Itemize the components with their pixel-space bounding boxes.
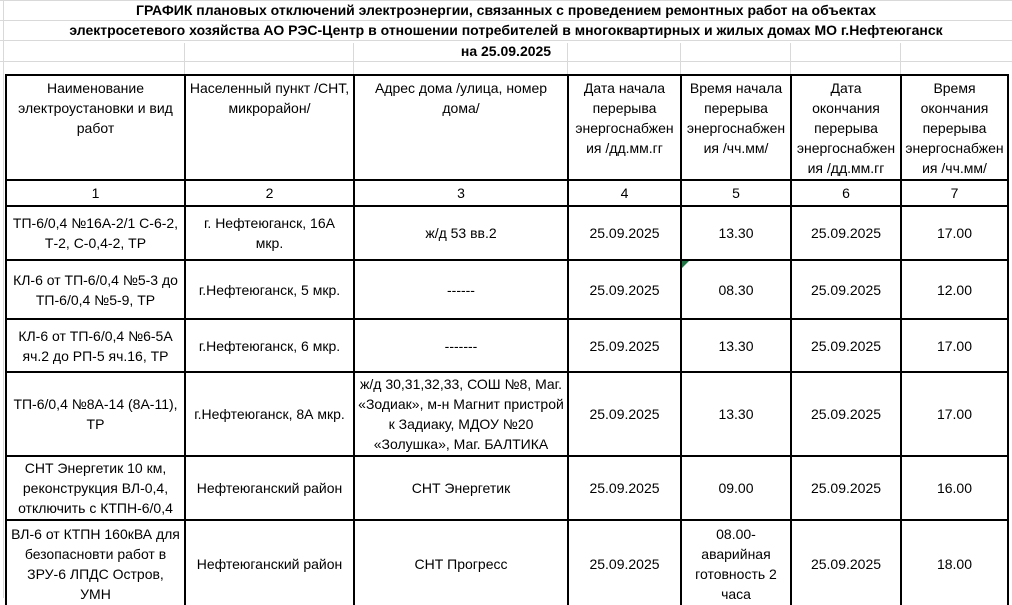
- title-row-3[interactable]: [0, 41, 1012, 62]
- table-row: [6, 520, 1008, 605]
- cell-address[interactable]: ж/д 53 вв.2: [354, 206, 568, 260]
- cell-settlement[interactable]: г.Нефтеюганск, 8А мкр.: [185, 372, 354, 456]
- column-number-cell[interactable]: 1: [6, 180, 185, 206]
- column-header-end-time[interactable]: Время окончания перерыва энергоснабжения /чч.мм/: [901, 75, 1008, 180]
- column-number-cell[interactable]: 6: [791, 180, 901, 206]
- cell-start-date[interactable]: 25.09.2025: [568, 260, 681, 319]
- title-line-3: на 25.09.2025: [460, 42, 552, 59]
- cell-installation[interactable]: ТП-6/0,4 №16А-2/1 С-6-2, Т-2, С-0,4-2, ТР: [6, 206, 185, 260]
- cell-start-date[interactable]: 25.09.2025: [568, 372, 681, 456]
- cell-end-time[interactable]: 16.00: [901, 456, 1008, 520]
- column-header-settlement[interactable]: Населенный пункт /СНТ, микрорайон/: [185, 75, 354, 180]
- cell-end-date[interactable]: 25.09.2025: [791, 260, 901, 319]
- cell-start-date[interactable]: 25.09.2025: [568, 520, 681, 605]
- cell-end-time[interactable]: 17.00: [901, 206, 1008, 260]
- cell-address[interactable]: СНТ Энергетик: [354, 456, 568, 520]
- gridline: [353, 43, 354, 74]
- cell-installation[interactable]: ВЛ-6 от КТПН 160кВА для безопасновти работ в ЗРУ-6 ЛПДС Остров, УМН: [6, 520, 185, 605]
- title-line-1: ГРАФИК плановых отключений электроэнергии, связанных с проведением ремонтных работ на объектах: [136, 2, 876, 18]
- cell-installation[interactable]: КЛ-6 от ТП-6/0,4 №6-5А яч.2 до РП-5 яч.16, ТР: [6, 319, 185, 372]
- cell-installation[interactable]: СНТ Энергетик 10 км, реконструкция ВЛ-0,4, отключить с КТПН-6/0,4: [6, 456, 185, 520]
- column-header-address[interactable]: Адрес дома /улица, номер дома/: [354, 75, 568, 180]
- cell-end-time[interactable]: 12.00: [901, 260, 1008, 319]
- cell-installation[interactable]: ТП-6/0,4 №8А-14 (8А-11), ТР: [6, 372, 185, 456]
- cell-installation[interactable]: КЛ-6 от ТП-6/0,4 №5-3 до ТП-6/0,4 №5-9, ТР: [6, 260, 185, 319]
- cell-start-time[interactable]: 13.30: [681, 372, 791, 456]
- cell-start-date[interactable]: 25.09.2025: [568, 319, 681, 372]
- cell-start-date[interactable]: 25.09.2025: [568, 456, 681, 520]
- cell-end-date[interactable]: 25.09.2025: [791, 520, 901, 605]
- column-number-cell[interactable]: 4: [568, 180, 681, 206]
- title-row-1[interactable]: [0, 1, 1012, 21]
- gridline: [567, 43, 568, 74]
- table-row: [6, 319, 1008, 372]
- title-line-2: электросетевого хозяйства АО РЭС-Центр в отношении потребителей в многоквартирных и жилых домах МО г.Нефтеюганск: [69, 22, 943, 38]
- column-number-cell[interactable]: 5: [681, 180, 791, 206]
- table-row: [6, 206, 1008, 260]
- column-header-start-date[interactable]: Дата начала перерыва энергоснабжения /дд.мм.гг: [568, 75, 681, 180]
- column-number-cell[interactable]: 7: [901, 180, 1008, 206]
- cell-end-date[interactable]: 25.09.2025: [791, 372, 901, 456]
- column-header-installation[interactable]: Наименование электроустановки и вид работ: [6, 75, 185, 180]
- cell-settlement[interactable]: г. Нефтеюганск, 16А мкр.: [185, 206, 354, 260]
- cell-start-time[interactable]: 13.30: [681, 319, 791, 372]
- column-number-cell[interactable]: 3: [354, 180, 568, 206]
- outage-schedule-table: [5, 74, 1009, 605]
- cell-end-date[interactable]: 25.09.2025: [791, 319, 901, 372]
- column-header-end-date[interactable]: Дата окончания перерыва энергоснабжения /дд.мм.гг: [791, 75, 901, 180]
- cell-end-date[interactable]: 25.09.2025: [791, 206, 901, 260]
- column-number-row: [6, 180, 1008, 206]
- header-row: [6, 75, 1008, 180]
- table-row: [6, 260, 1008, 319]
- cell-end-time[interactable]: 18.00: [901, 520, 1008, 605]
- cell-address[interactable]: ж/д 30,31,32,33, СОШ №8, Маг. «Зодиак», м-н Магнит пристрой к Задиаку, МДОУ №20 «Золушка», Маг. БАЛТИКА: [354, 372, 568, 456]
- error-indicator-icon: [682, 261, 689, 268]
- cell-address[interactable]: -------: [354, 319, 568, 372]
- gridline: [900, 43, 901, 74]
- gridline: [790, 43, 791, 74]
- table-row: [6, 456, 1008, 520]
- cell-start-time[interactable]: [681, 260, 791, 319]
- cell-start-time[interactable]: 09.00: [681, 456, 791, 520]
- cell-start-time[interactable]: 13.30: [681, 206, 791, 260]
- cell-end-time[interactable]: 17.00: [901, 319, 1008, 372]
- cell-settlement[interactable]: г.Нефтеюганск, 5 мкр.: [185, 260, 354, 319]
- cell-address[interactable]: СНТ Прогресс: [354, 520, 568, 605]
- cell-end-time[interactable]: 17.00: [901, 372, 1008, 456]
- cell-start-time-text: 08.30: [718, 281, 754, 298]
- cell-address[interactable]: ------: [354, 260, 568, 319]
- cell-start-date[interactable]: 25.09.2025: [568, 206, 681, 260]
- cell-start-time[interactable]: 08.00- аварийная готовность 2 часа: [681, 520, 791, 605]
- table-row: [6, 372, 1008, 456]
- cell-settlement[interactable]: Нефтеюганский район: [185, 520, 354, 605]
- gridline: [184, 43, 185, 74]
- title-row-2[interactable]: [0, 21, 1012, 41]
- column-header-start-time[interactable]: Время начала перерыва энергоснабжения /чч.мм/: [681, 75, 791, 180]
- title-area: [0, 0, 1012, 74]
- column-number-cell[interactable]: 2: [185, 180, 354, 206]
- cell-settlement[interactable]: Нефтеюганский район: [185, 456, 354, 520]
- cell-settlement[interactable]: г.Нефтеюганск, 6 мкр.: [185, 319, 354, 372]
- cell-end-date[interactable]: 25.09.2025: [791, 456, 901, 520]
- empty-strip-row[interactable]: [0, 62, 1012, 74]
- gridline: [680, 43, 681, 74]
